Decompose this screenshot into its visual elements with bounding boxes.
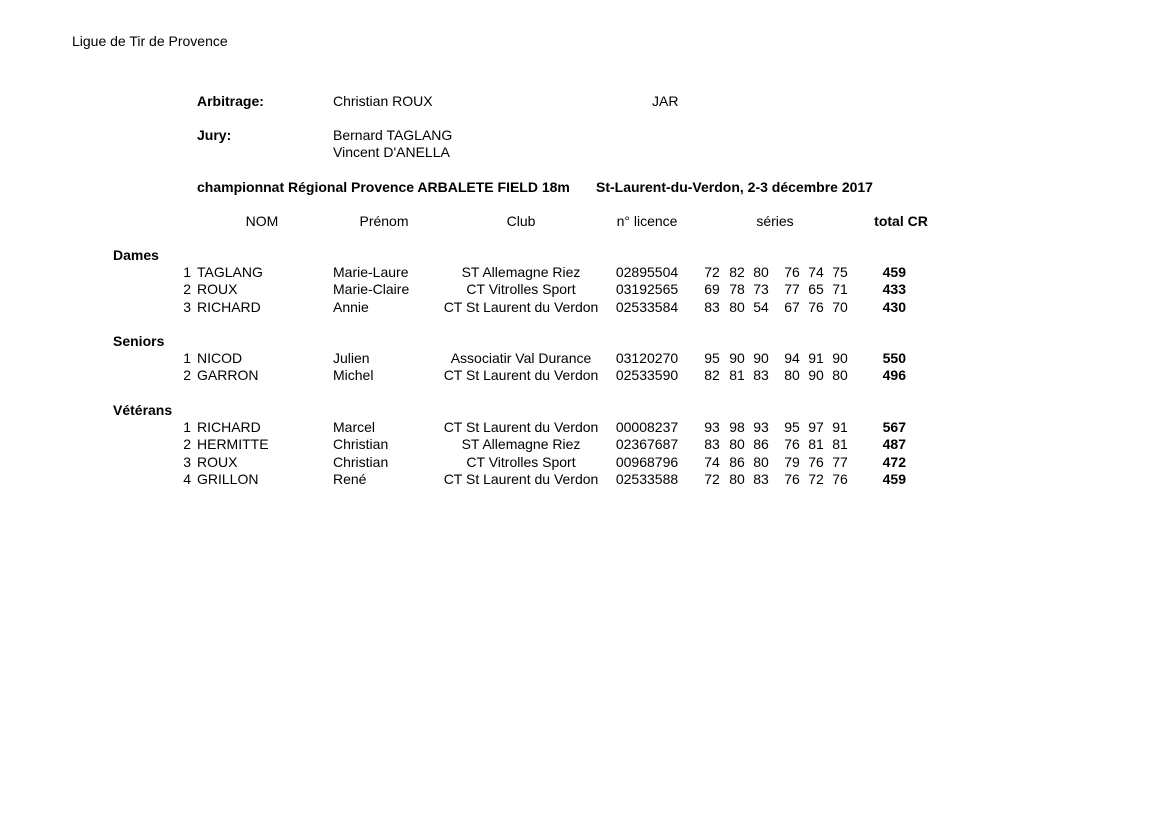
- jury-member: Bernard TAGLANG: [333, 127, 453, 143]
- jury-label: Jury:: [197, 127, 232, 143]
- series-score-cell: 67: [784, 299, 800, 315]
- series-score-cell: 81: [808, 436, 824, 452]
- rank-cell: 2: [183, 367, 191, 383]
- category-label: Dames: [113, 247, 159, 263]
- rank-cell: 3: [183, 454, 191, 470]
- rank-cell: 4: [183, 471, 191, 487]
- series-score-cell: 83: [704, 436, 720, 452]
- series-score-cell: 93: [704, 419, 720, 435]
- prenom-cell: Marie-Claire: [333, 281, 410, 297]
- club-cell: ST Allemagne Riez: [461, 264, 581, 280]
- licence-cell: 02367687: [615, 436, 679, 452]
- series-score-cell: 80: [729, 299, 745, 315]
- series-score-cell: 77: [832, 454, 848, 470]
- series-score-cell: 76: [784, 436, 800, 452]
- series-score-cell: 86: [753, 436, 769, 452]
- series-score-cell: 54: [753, 299, 769, 315]
- series-score-cell: 76: [784, 471, 800, 487]
- club-cell: CT St Laurent du Verdon: [443, 419, 599, 435]
- series-score-cell: 76: [832, 471, 848, 487]
- series-score-cell: 71: [832, 281, 848, 297]
- prenom-cell: Annie: [333, 299, 369, 315]
- series-score-cell: 95: [784, 419, 800, 435]
- licence-cell: 03120270: [615, 350, 679, 366]
- rank-cell: 1: [183, 419, 191, 435]
- series-score-cell: 97: [808, 419, 824, 435]
- total-cell: 459: [882, 264, 906, 280]
- licence-cell: 03192565: [615, 281, 679, 297]
- jury-member: Vincent D'ANELLA: [333, 144, 450, 160]
- nom-cell: ROUX: [197, 281, 238, 297]
- arbitrage-name: Christian ROUX: [333, 93, 433, 109]
- series-score-cell: 80: [729, 436, 745, 452]
- nom-cell: ROUX: [197, 454, 238, 470]
- header-club: Club: [506, 213, 536, 229]
- series-score-cell: 86: [729, 454, 745, 470]
- series-score-cell: 74: [704, 454, 720, 470]
- rank-cell: 2: [183, 281, 191, 297]
- series-score-cell: 80: [729, 471, 745, 487]
- series-score-cell: 90: [832, 350, 848, 366]
- series-score-cell: 90: [729, 350, 745, 366]
- prenom-cell: Julien: [333, 350, 370, 366]
- header-nom: NOM: [245, 213, 279, 229]
- series-score-cell: 95: [704, 350, 720, 366]
- series-score-cell: 81: [729, 367, 745, 383]
- total-cell: 550: [882, 350, 906, 366]
- series-score-cell: 82: [704, 367, 720, 383]
- series-score-cell: 81: [832, 436, 848, 452]
- series-score-cell: 79: [784, 454, 800, 470]
- category-label: Seniors: [113, 333, 165, 349]
- series-score-cell: 91: [808, 350, 824, 366]
- header-licence: n° licence: [616, 213, 678, 229]
- series-score-cell: 94: [784, 350, 800, 366]
- nom-cell: RICHARD: [197, 419, 261, 435]
- rank-cell: 3: [183, 299, 191, 315]
- prenom-cell: Christian: [333, 454, 389, 470]
- series-score-cell: 74: [808, 264, 824, 280]
- nom-cell: GARRON: [197, 367, 259, 383]
- club-cell: CT Vitrolles Sport: [466, 454, 576, 470]
- series-score-cell: 69: [704, 281, 720, 297]
- licence-cell: 02895504: [615, 264, 679, 280]
- series-score-cell: 83: [753, 471, 769, 487]
- nom-cell: RICHARD: [197, 299, 261, 315]
- licence-cell: 00968796: [615, 454, 679, 470]
- series-score-cell: 93: [753, 419, 769, 435]
- series-score-cell: 78: [729, 281, 745, 297]
- club-cell: CT St Laurent du Verdon: [443, 471, 599, 487]
- series-score-cell: 65: [808, 281, 824, 297]
- series-score-cell: 98: [729, 419, 745, 435]
- event-place-date: St-Laurent-du-Verdon, 2-3 décembre 2017: [596, 179, 873, 195]
- club-cell: ST Allemagne Riez: [461, 436, 581, 452]
- series-score-cell: 77: [784, 281, 800, 297]
- club-cell: CT St Laurent du Verdon: [443, 299, 599, 315]
- series-score-cell: 75: [832, 264, 848, 280]
- series-score-cell: 76: [808, 299, 824, 315]
- series-score-cell: 82: [729, 264, 745, 280]
- series-score-cell: 83: [704, 299, 720, 315]
- rank-cell: 1: [183, 264, 191, 280]
- series-score-cell: 76: [784, 264, 800, 280]
- licence-cell: 02533590: [615, 367, 679, 383]
- club-cell: Associatir Val Durance: [450, 350, 592, 366]
- event-title: championnat Régional Provence ARBALETE FIELD 18m: [197, 179, 570, 195]
- series-score-cell: 73: [753, 281, 769, 297]
- prenom-cell: Marcel: [333, 419, 376, 435]
- total-cell: 472: [882, 454, 906, 470]
- licence-cell: 02533588: [615, 471, 679, 487]
- total-cell: 433: [882, 281, 906, 297]
- header-prenom: Prénom: [359, 213, 409, 229]
- total-cell: 487: [882, 436, 906, 452]
- series-score-cell: 80: [832, 367, 848, 383]
- series-score-cell: 80: [753, 454, 769, 470]
- series-score-cell: 70: [832, 299, 848, 315]
- category-label: Vétérans: [113, 402, 173, 418]
- nom-cell: HERMITTE: [197, 436, 269, 452]
- series-score-cell: 91: [832, 419, 848, 435]
- arbitrage-role: JAR: [652, 93, 679, 109]
- prenom-cell: Michel: [333, 367, 374, 383]
- series-score-cell: 83: [753, 367, 769, 383]
- rank-cell: 1: [183, 350, 191, 366]
- rank-cell: 2: [183, 436, 191, 452]
- series-score-cell: 72: [704, 471, 720, 487]
- licence-cell: 02533584: [615, 299, 679, 315]
- nom-cell: TAGLANG: [197, 264, 263, 280]
- prenom-cell: Christian: [333, 436, 389, 452]
- total-cell: 430: [882, 299, 906, 315]
- nom-cell: NICOD: [197, 350, 243, 366]
- series-score-cell: 80: [753, 264, 769, 280]
- arbitrage-label: Arbitrage:: [197, 93, 264, 109]
- series-score-cell: 90: [808, 367, 824, 383]
- total-cell: 496: [882, 367, 906, 383]
- club-cell: CT St Laurent du Verdon: [443, 367, 599, 383]
- header-series: séries: [756, 213, 794, 229]
- series-score-cell: 72: [704, 264, 720, 280]
- prenom-cell: Marie-Laure: [333, 264, 409, 280]
- series-score-cell: 72: [808, 471, 824, 487]
- league-title: Ligue de Tir de Provence: [72, 33, 228, 49]
- series-score-cell: 80: [784, 367, 800, 383]
- header-total: total CR: [874, 213, 928, 229]
- club-cell: CT Vitrolles Sport: [466, 281, 576, 297]
- total-cell: 459: [882, 471, 906, 487]
- series-score-cell: 76: [808, 454, 824, 470]
- licence-cell: 00008237: [615, 419, 679, 435]
- series-score-cell: 90: [753, 350, 769, 366]
- nom-cell: GRILLON: [197, 471, 259, 487]
- total-cell: 567: [882, 419, 906, 435]
- prenom-cell: René: [333, 471, 367, 487]
